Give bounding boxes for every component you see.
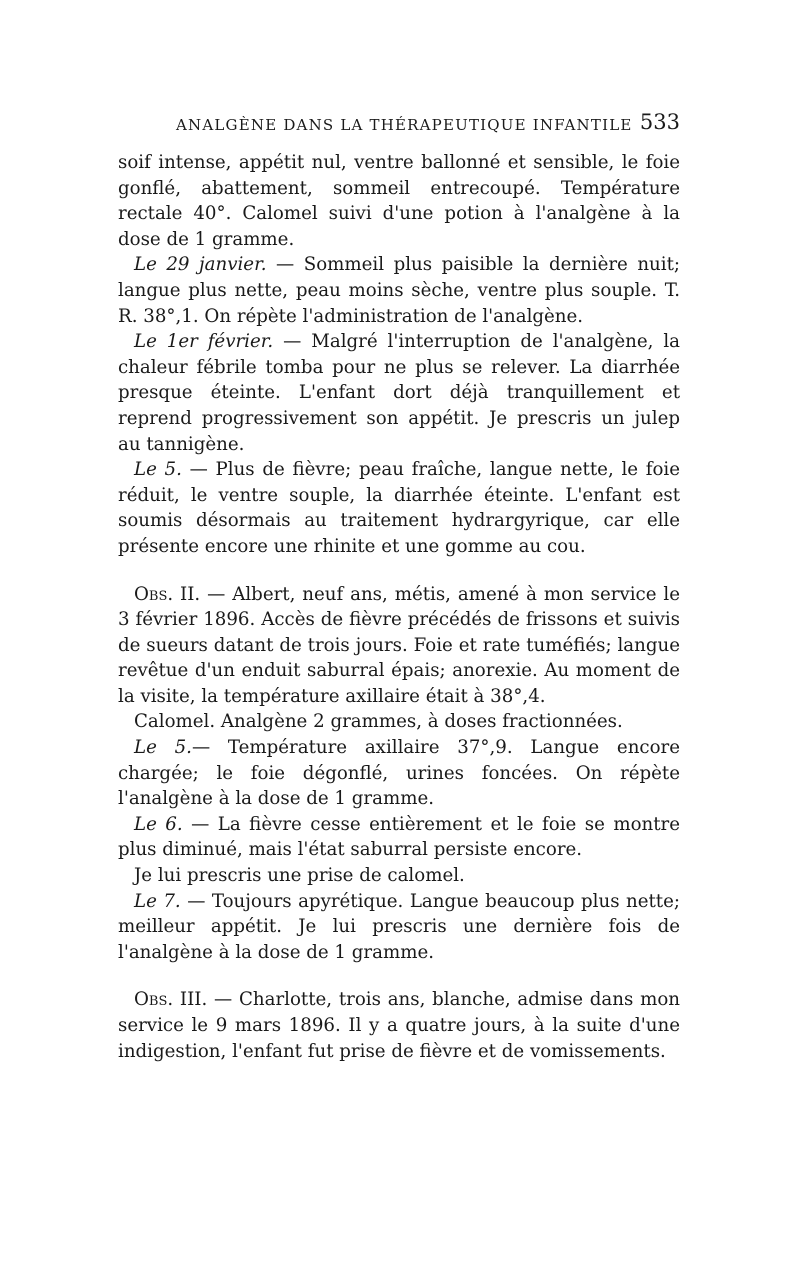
section-gap <box>118 965 680 987</box>
entry-date: Le 5. <box>134 737 192 759</box>
entry-date: Le 5. <box>134 459 182 481</box>
paragraph-text: — Charlotte, trois ans, blanche, admise dans mon service le 9 mars 1896. Il y a quatre jours, à la suite d'une indigestion, l'enfant fut prise de fièvre et de vomissements. <box>118 989 680 1062</box>
entry-date: Le 6. <box>134 813 183 835</box>
section-gap <box>118 560 680 582</box>
observation-label: Obs. II. <box>134 583 201 605</box>
paragraph-obs2-le-5 <box>118 735 680 812</box>
page-number: 533 <box>639 110 680 134</box>
paragraph-text: soif intense, appétit nul, ventre ballonné et sensible, le foie gonflé, abattement, sommeil entrecoupé. Température rectale 40°. Calomel suivi d'une potion à l'analgène à la dose de 1 gramme. <box>118 152 680 250</box>
paragraph-text: — Toujours apyrétique. Langue beaucoup plus nette; meilleur appétit. Je lui prescris une dernière fois de l'analgène à la dose de 1 gramme. <box>118 890 681 963</box>
paragraph-text: — Température axillaire 37°,9. Langue encore chargée; le foie dégonflé, urines foncées. On répète l'analgène à la dose de 1 gramme. <box>118 737 680 810</box>
paragraph-29-janvier <box>118 252 680 329</box>
paragraph-text: — Malgré l'interruption de l'analgène, la chaleur fébrile tomba pour ne plus se relever. La diarrhée presque éteinte. L'enfant dort déjà tranquillement et reprend progressivement son appétit. Je prescris un julep au tannigène. <box>118 331 680 455</box>
running-header <box>118 110 680 140</box>
entry-date: Le 1er février. <box>134 331 274 353</box>
entry-date: Le 7. <box>134 890 181 912</box>
running-title: ANALGÈNE DANS LA THÉRAPEUTIQUE INFANTILE <box>176 116 633 134</box>
paragraph-le-5 <box>118 457 680 559</box>
paragraph-text: — Sommeil plus paisible la dernière nuit; langue plus nette, peau moins sèche, ventre plus souple. T. R. 38°,1. On répète l'administration de l'analgène. <box>118 254 681 327</box>
paragraph-text: Calomel. Analgène 2 grammes, à doses fractionnées. <box>134 711 623 733</box>
paragraph-calomel <box>118 863 680 889</box>
paragraph-continuation <box>118 150 680 252</box>
observation-3 <box>118 987 680 1064</box>
paragraph-text: — Plus de fièvre; peau fraîche, langue nette, le foie réduit, le ventre souple, la diarrhée éteinte. L'enfant est soumis désormais au traitement hydrargyrique, car elle présente encore une rhinite et une gomme au cou. <box>118 459 680 557</box>
paragraph-1er-fevrier <box>118 329 680 457</box>
observation-label: Obs. III. <box>134 989 208 1011</box>
paragraph-text: — La fièvre cesse entièrement et le foie se montre plus diminué, mais l'état saburral persiste encore. <box>118 813 681 861</box>
entry-date: Le 29 janvier. <box>134 254 267 276</box>
observation-2 <box>118 582 680 710</box>
paragraph-treatment <box>118 709 680 735</box>
book-page <box>118 110 680 1064</box>
paragraph-obs2-le-7 <box>118 889 680 966</box>
paragraph-obs2-le-6 <box>118 812 680 863</box>
paragraph-text: Je lui prescris une prise de calomel. <box>134 865 465 887</box>
paragraph-text: — Albert, neuf ans, métis, amené à mon service le 3 février 1896. Accès de fièvre précédés de frissons et suivis de sueurs datant de trois jours. Foie et rate tuméfiés; langue revêtue d'un enduit saburral épais; anorexie. Au moment de la visite, la température axillaire était à 38°,4. <box>118 583 680 707</box>
